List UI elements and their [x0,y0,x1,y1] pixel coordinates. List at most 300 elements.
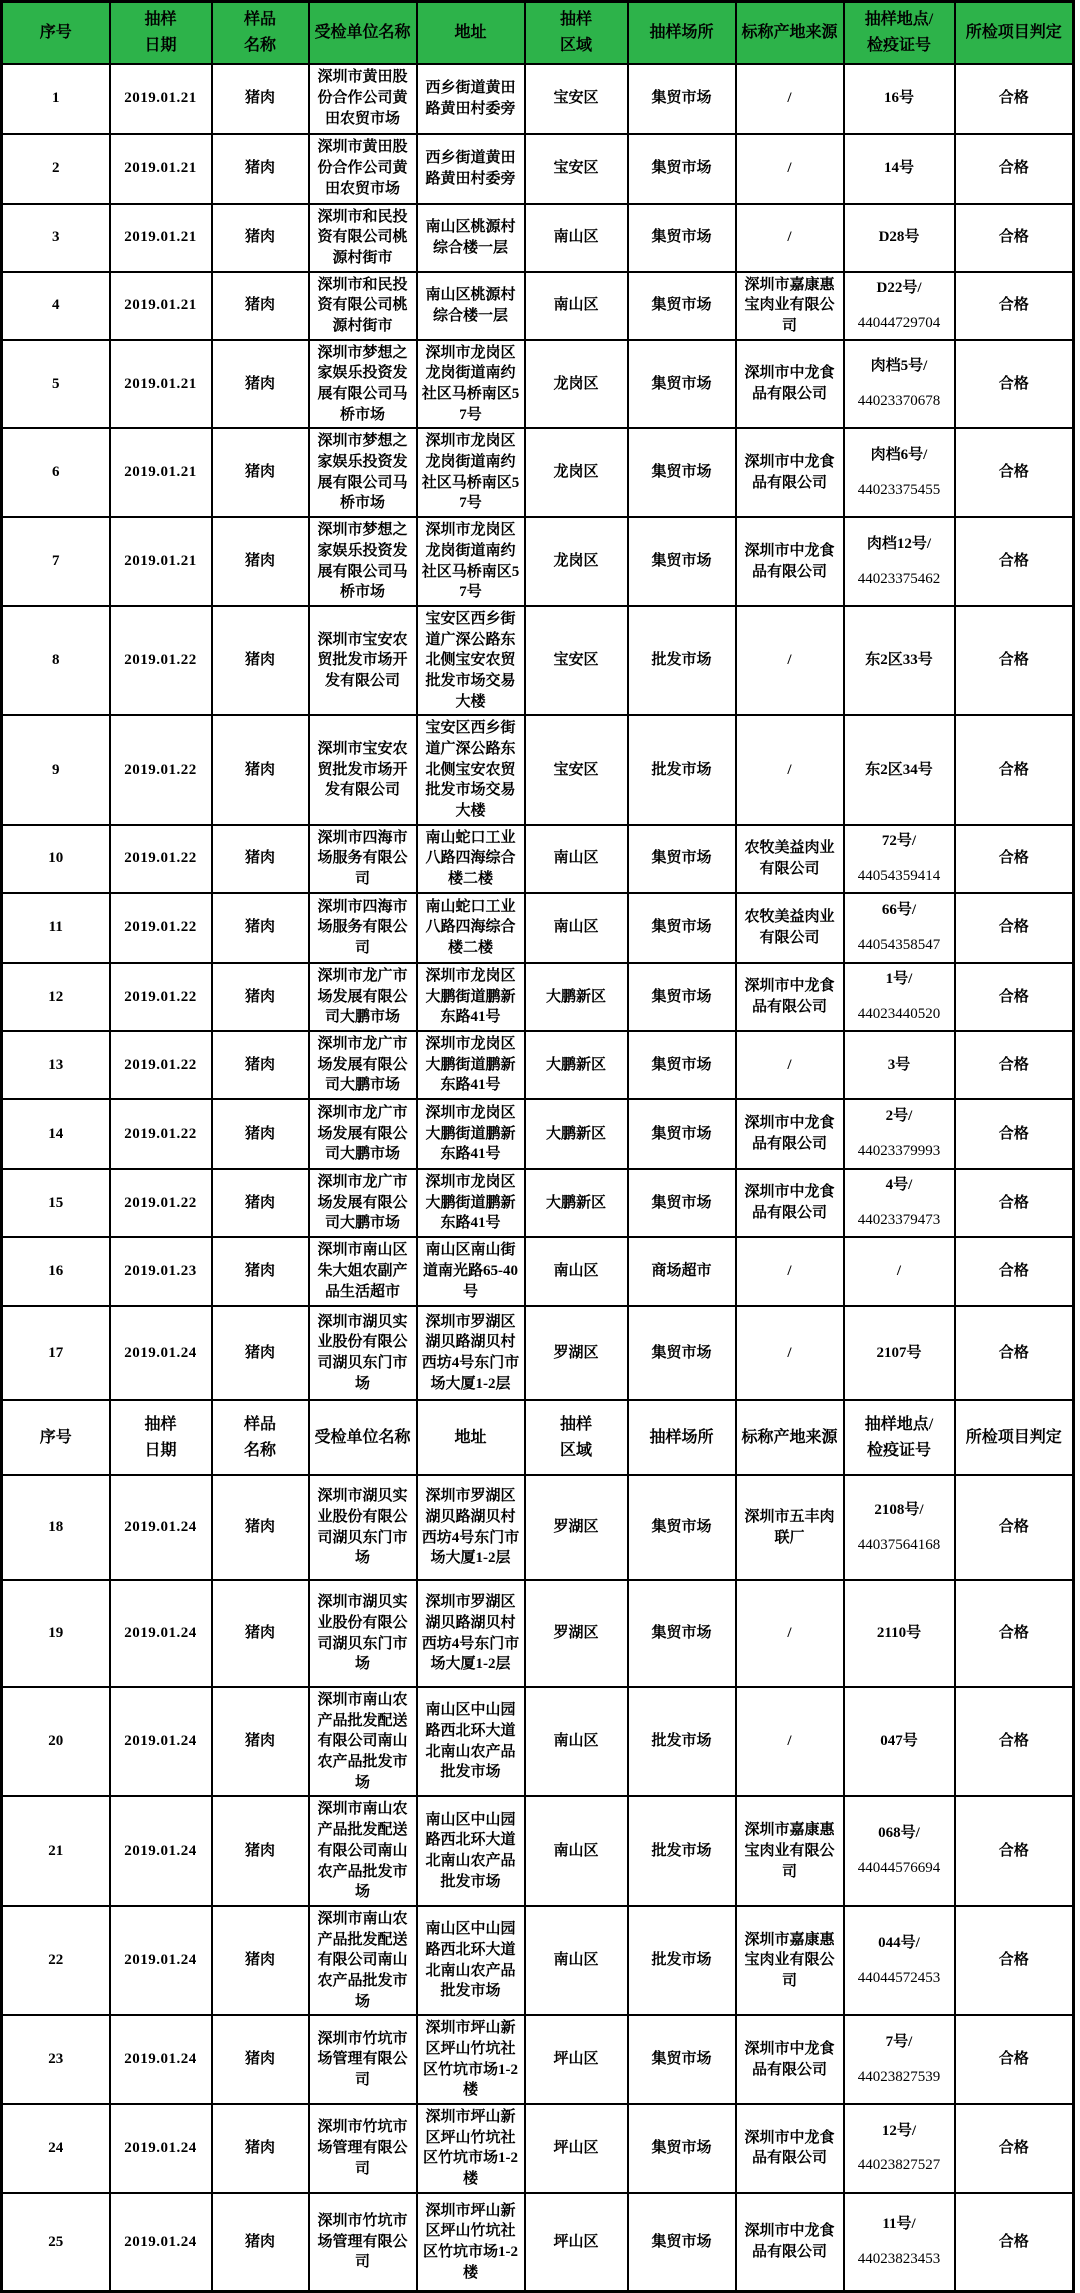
cell-location [844,1796,955,1905]
cell-address: 宝安区西乡街道广深公路东北侧宝安农贸批发市场交易大楼 [417,715,525,824]
cell-location-line: 2108号/ [874,1501,924,1518]
cell-address: 深圳市罗湖区湖贝路湖贝村西坊4号东门市场大厦1-2层 [417,1306,525,1400]
cell-location-line: 068号/ [878,1825,920,1842]
table-row [2,134,1074,204]
header-row [2,2,1074,64]
cell-sample: 猪肉 [212,204,309,272]
cell-origin: / [736,64,844,134]
header-date-line: 抽样 [144,11,177,29]
cell-region: 龙岗区 [525,517,628,606]
cell-location-line: 肉档5号/ [870,358,928,375]
cell-sample: 猪肉 [212,134,309,204]
cell-result: 合格 [955,428,1074,517]
cell-result: 合格 [955,825,1074,893]
cell-venue: 集贸市场 [628,1580,736,1687]
cell-date: 2019.01.24 [110,1475,212,1580]
cell-seq: 5 [2,340,110,429]
header-address [417,1400,525,1475]
cell-venue: 批发市场 [628,1796,736,1905]
cell-venue: 批发市场 [628,1906,736,2015]
cell-seq: 16 [2,1237,110,1306]
cell-result: 合格 [955,2193,1074,2292]
cell-seq: 17 [2,1306,110,1400]
cell-location [844,340,955,429]
cell-unit: 深圳市黄田股份合作公司黄田农贸市场 [309,134,417,204]
cell-origin: 深圳市五丰肉联厂 [736,1475,844,1580]
cell-date: 2019.01.22 [110,715,212,824]
cell-address: 深圳市坪山新区坪山竹坑社区竹坑市场1-2楼 [417,2104,525,2193]
cell-address: 宝安区西乡街道广深公路东北侧宝安农贸批发市场交易大楼 [417,606,525,715]
header-region [525,1400,628,1475]
cell-location [844,1580,955,1687]
repeated-header-row [2,1400,1074,1475]
header-region-line: 区域 [559,36,592,54]
cell-venue: 集贸市场 [628,1475,736,1580]
cell-date: 2019.01.22 [110,606,212,715]
cell-location [844,963,955,1031]
cell-location [844,1475,955,1580]
cell-seq: 6 [2,428,110,517]
cell-date: 2019.01.21 [110,134,212,204]
header-venue [628,1400,736,1475]
cell-region: 南山区 [525,825,628,893]
cell-location [844,1099,955,1169]
cell-origin: 深圳市中龙食品有限公司 [736,1099,844,1169]
cell-venue: 集贸市场 [628,825,736,893]
header-origin-line: 标称产地来源 [741,23,838,41]
cell-origin: / [736,715,844,824]
cell-location-line: 44023375455 [857,481,941,498]
cell-location-line: 11号/ [882,2216,916,2233]
table-row [2,1906,1074,2015]
cell-result: 合格 [955,1475,1074,1580]
cell-address: 南山区南山街道南光路65-40号 [417,1237,525,1306]
header-address [417,2,525,64]
cell-unit: 深圳市四海市场服务有限公司 [309,825,417,893]
cell-venue: 批发市场 [628,1687,736,1796]
cell-location [844,428,955,517]
header-location [844,1400,955,1475]
cell-sample: 猪肉 [212,272,309,340]
cell-unit: 深圳市龙广市场发展有限公司大鹏市场 [309,1031,417,1099]
cell-venue: 集贸市场 [628,340,736,429]
cell-location [844,825,955,893]
cell-location-line: 047号 [880,1733,918,1750]
cell-region: 罗湖区 [525,1580,628,1687]
cell-sample: 猪肉 [212,606,309,715]
cell-venue: 集贸市场 [628,2193,736,2292]
cell-location [844,517,955,606]
cell-seq: 19 [2,1580,110,1687]
cell-date: 2019.01.22 [110,893,212,963]
cell-address: 南山区桃源村综合楼一层 [417,204,525,272]
cell-location-line: 44054359414 [857,867,941,884]
cell-date: 2019.01.24 [110,2015,212,2104]
cell-location-line: 肉档6号/ [870,447,928,464]
cell-sample: 猪肉 [212,1580,309,1687]
table-row [2,2104,1074,2193]
cell-location-line: 44023827539 [857,2068,941,2085]
cell-result: 合格 [955,1580,1074,1687]
cell-region: 大鹏新区 [525,1169,628,1237]
header-sample-line: 名称 [243,1441,276,1459]
cell-result: 合格 [955,1099,1074,1169]
cell-region: 南山区 [525,204,628,272]
cell-location-line: 44023440520 [857,1005,941,1022]
cell-result: 合格 [955,1031,1074,1099]
cell-region: 坪山区 [525,2193,628,2292]
cell-unit: 深圳市南山农产品批发配送有限公司南山农产品批发市场 [309,1687,417,1796]
table-row [2,1306,1074,1400]
header-sample [212,2,309,64]
header-origin [736,1400,844,1475]
cell-seq: 10 [2,825,110,893]
table-row [2,1580,1074,1687]
cell-result: 合格 [955,1906,1074,2015]
cell-unit: 深圳市竹坑市场管理有限公司 [309,2193,417,2292]
header-location-line: 抽样地点/ [864,1415,934,1433]
cell-seq: 2 [2,134,110,204]
cell-origin: / [736,1031,844,1099]
cell-address: 深圳市罗湖区湖贝路湖贝村西坊4号东门市场大厦1-2层 [417,1475,525,1580]
table-row [2,1687,1074,1796]
cell-location-line: 7号/ [885,2034,913,2050]
cell-location [844,1031,955,1099]
cell-location-line: 44037564168 [857,1536,941,1553]
cell-origin: / [736,1237,844,1306]
cell-unit: 深圳市湖贝实业股份有限公司湖贝东门市场 [309,1306,417,1400]
cell-result: 合格 [955,963,1074,1031]
cell-date: 2019.01.21 [110,340,212,429]
table-row [2,963,1074,1031]
cell-location [844,1237,955,1306]
cell-venue: 集贸市场 [628,428,736,517]
cell-origin: 农牧美益肉业有限公司 [736,893,844,963]
cell-venue: 集贸市场 [628,1169,736,1237]
cell-unit: 深圳市南山农产品批发配送有限公司南山农产品批发市场 [309,1906,417,2015]
cell-address: 南山区中山园路西北环大道北南山农产品批发市场 [417,1796,525,1905]
cell-venue: 集贸市场 [628,204,736,272]
cell-origin: 深圳市中龙食品有限公司 [736,963,844,1031]
header-sample [212,1400,309,1475]
header-sample-line: 样品 [243,11,276,29]
table-row [2,204,1074,272]
cell-unit: 深圳市竹坑市场管理有限公司 [309,2015,417,2104]
cell-sample: 猪肉 [212,963,309,1031]
cell-address: 南山蛇口工业八路四海综合楼二楼 [417,825,525,893]
cell-seq: 1 [2,64,110,134]
cell-address: 深圳市罗湖区湖贝路湖贝村西坊4号东门市场大厦1-2层 [417,1580,525,1687]
cell-region: 龙岗区 [525,340,628,429]
cell-seq: 4 [2,272,110,340]
cell-result: 合格 [955,2015,1074,2104]
table-row [2,1169,1074,1237]
table-row [2,272,1074,340]
cell-date: 2019.01.22 [110,963,212,1031]
header-region-line: 抽样 [559,1415,592,1433]
table-row [2,825,1074,893]
cell-date: 2019.01.22 [110,1031,212,1099]
header-unit-line: 受检单位名称 [314,1428,411,1446]
header-seq-line: 序号 [39,1428,72,1446]
table-row [2,715,1074,824]
cell-region: 罗湖区 [525,1475,628,1580]
header-sample-line: 名称 [243,36,276,54]
header-result-line: 所检项目判定 [965,23,1062,41]
cell-seq: 24 [2,2104,110,2193]
header-region-line: 区域 [559,1441,592,1459]
header-seq [2,2,110,64]
cell-location-line: / [896,1263,902,1280]
header-address-line: 地址 [454,23,487,41]
cell-location [844,893,955,963]
cell-location-line: 2号/ [885,1108,913,1125]
cell-seq: 14 [2,1099,110,1169]
table-row [2,1475,1074,1580]
cell-result: 合格 [955,272,1074,340]
cell-sample: 猪肉 [212,1475,309,1580]
cell-unit: 深圳市龙广市场发展有限公司大鹏市场 [309,1169,417,1237]
cell-date: 2019.01.24 [110,2104,212,2193]
header-origin [736,2,844,64]
cell-address: 深圳市坪山新区坪山竹坑社区竹坑市场1-2楼 [417,2193,525,2292]
cell-date: 2019.01.21 [110,64,212,134]
cell-unit: 深圳市南山区朱大姐农副产品生活超市 [309,1237,417,1306]
header-result-line: 所检项目判定 [965,1428,1062,1446]
cell-location [844,134,955,204]
header-seq [2,1400,110,1475]
cell-venue: 集贸市场 [628,517,736,606]
cell-seq: 12 [2,963,110,1031]
cell-seq: 20 [2,1687,110,1796]
cell-unit: 深圳市龙广市场发展有限公司大鹏市场 [309,963,417,1031]
cell-origin: 深圳市中龙食品有限公司 [736,340,844,429]
header-unit-line: 受检单位名称 [314,23,411,41]
cell-unit: 深圳市和民投资有限公司桃源村街市 [309,204,417,272]
cell-region: 宝安区 [525,64,628,134]
header-region [525,2,628,64]
cell-location-line: 44023823453 [857,2251,941,2268]
table-row [2,1796,1074,1905]
cell-address: 深圳市龙岗区龙岗街道南约社区马桥南区57号 [417,340,525,429]
inspection-table-body [2,2,1074,2292]
cell-result: 合格 [955,517,1074,606]
cell-date: 2019.01.24 [110,1687,212,1796]
cell-unit: 深圳市宝安农贸批发市场开发有限公司 [309,606,417,715]
cell-seq: 18 [2,1475,110,1580]
cell-date: 2019.01.22 [110,825,212,893]
cell-address: 深圳市龙岗区大鹏街道鹏新东路41号 [417,1031,525,1099]
header-date-line: 日期 [144,36,177,54]
header-result [955,1400,1074,1475]
cell-venue: 集贸市场 [628,1306,736,1400]
header-date-line: 抽样 [144,1415,177,1433]
cell-sample: 猪肉 [212,64,309,134]
cell-origin: 深圳市嘉康惠宝肉业有限公司 [736,1906,844,2015]
cell-sample: 猪肉 [212,1031,309,1099]
cell-unit: 深圳市梦想之家娱乐投资发展有限公司马桥市场 [309,428,417,517]
cell-location-line: 44054358547 [857,936,941,953]
cell-origin: 深圳市嘉康惠宝肉业有限公司 [736,1796,844,1905]
table-row [2,1099,1074,1169]
cell-region: 龙岗区 [525,428,628,517]
cell-region: 南山区 [525,1906,628,2015]
cell-address: 深圳市龙岗区大鹏街道鹏新东路41号 [417,1099,525,1169]
cell-region: 南山区 [525,1237,628,1306]
cell-location-line: 44023379473 [857,1211,941,1228]
cell-date: 2019.01.21 [110,517,212,606]
cell-location-line: 044号/ [878,1934,920,1951]
cell-location-line: 44044576694 [857,1860,941,1877]
cell-address: 深圳市龙岗区龙岗街道南约社区马桥南区57号 [417,517,525,606]
cell-location-line: 12号/ [881,2122,917,2139]
cell-venue: 集贸市场 [628,1099,736,1169]
cell-region: 宝安区 [525,606,628,715]
cell-date: 2019.01.24 [110,1796,212,1905]
header-date [110,1400,212,1475]
cell-date: 2019.01.21 [110,204,212,272]
cell-seq: 8 [2,606,110,715]
cell-seq: 11 [2,893,110,963]
cell-origin: 深圳市中龙食品有限公司 [736,1169,844,1237]
cell-address: 深圳市龙岗区龙岗街道南约社区马桥南区57号 [417,428,525,517]
cell-location-line: 肉档12号/ [866,535,932,552]
cell-location-line: 44023375462 [857,570,941,587]
cell-result: 合格 [955,204,1074,272]
cell-location-line: 3号 [887,1056,911,1073]
table-row [2,893,1074,963]
cell-region: 罗湖区 [525,1306,628,1400]
cell-seq: 9 [2,715,110,824]
cell-date: 2019.01.24 [110,1306,212,1400]
cell-location [844,272,955,340]
cell-unit: 深圳市竹坑市场管理有限公司 [309,2104,417,2193]
cell-seq: 15 [2,1169,110,1237]
header-location-line: 检疫证号 [866,36,931,54]
cell-venue: 集贸市场 [628,134,736,204]
cell-venue: 集贸市场 [628,272,736,340]
cell-location [844,204,955,272]
cell-location-line: 东2区34号 [865,761,933,778]
cell-address: 西乡街道黄田路黄田村委旁 [417,134,525,204]
cell-venue: 集贸市场 [628,64,736,134]
cell-location-line: 14号 [883,160,914,177]
cell-date: 2019.01.24 [110,1580,212,1687]
cell-region: 坪山区 [525,2104,628,2193]
cell-region: 宝安区 [525,134,628,204]
cell-origin: / [736,134,844,204]
cell-location-line: 东2区33号 [865,652,933,669]
header-seq-line: 序号 [39,23,72,41]
cell-origin: / [736,1580,844,1687]
cell-origin: 深圳市中龙食品有限公司 [736,2193,844,2292]
cell-address: 南山区中山园路西北环大道北南山农产品批发市场 [417,1906,525,2015]
cell-date: 2019.01.24 [110,2193,212,2292]
cell-seq: 3 [2,204,110,272]
header-unit [309,1400,417,1475]
header-result [955,2,1074,64]
cell-date: 2019.01.21 [110,272,212,340]
header-unit [309,2,417,64]
header-venue [628,2,736,64]
cell-address: 西乡街道黄田路黄田村委旁 [417,64,525,134]
cell-sample: 猪肉 [212,428,309,517]
cell-location-line: 4号/ [885,1177,913,1194]
cell-location [844,1169,955,1237]
header-address-line: 地址 [454,1428,487,1446]
cell-sample: 猪肉 [212,825,309,893]
cell-result: 合格 [955,715,1074,824]
cell-origin: / [736,204,844,272]
cell-date: 2019.01.21 [110,428,212,517]
cell-location-line: D22号/ [876,279,922,296]
cell-sample: 猪肉 [212,1687,309,1796]
cell-venue: 集贸市场 [628,2104,736,2193]
cell-location-line: 16号 [883,90,914,107]
cell-region: 大鹏新区 [525,1099,628,1169]
cell-seq: 22 [2,1906,110,2015]
table-row [2,428,1074,517]
cell-region: 南山区 [525,893,628,963]
cell-location-line: 44023379993 [857,1142,941,1159]
cell-date: 2019.01.22 [110,1099,212,1169]
cell-seq: 13 [2,1031,110,1099]
table-row [2,1031,1074,1099]
cell-origin: 深圳市中龙食品有限公司 [736,2015,844,2104]
cell-result: 合格 [955,606,1074,715]
cell-unit: 深圳市和民投资有限公司桃源村街市 [309,272,417,340]
cell-location [844,1306,955,1400]
cell-region: 大鹏新区 [525,963,628,1031]
cell-sample: 猪肉 [212,1306,309,1400]
cell-unit: 深圳市宝安农贸批发市场开发有限公司 [309,715,417,824]
cell-address: 深圳市龙岗区大鹏街道鹏新东路41号 [417,963,525,1031]
cell-result: 合格 [955,1687,1074,1796]
cell-region: 坪山区 [525,2015,628,2104]
cell-origin: 深圳市中龙食品有限公司 [736,517,844,606]
cell-unit: 深圳市梦想之家娱乐投资发展有限公司马桥市场 [309,517,417,606]
cell-seq: 7 [2,517,110,606]
table-row [2,340,1074,429]
header-location [844,2,955,64]
table-row [2,606,1074,715]
cell-unit: 深圳市南山农产品批发配送有限公司南山农产品批发市场 [309,1796,417,1905]
cell-sample: 猪肉 [212,1237,309,1306]
cell-unit: 深圳市黄田股份合作公司黄田农贸市场 [309,64,417,134]
cell-origin: 深圳市中龙食品有限公司 [736,2104,844,2193]
cell-address: 南山区桃源村综合楼一层 [417,272,525,340]
cell-location [844,715,955,824]
cell-location-line: 44044572453 [857,1969,941,1986]
table-row [2,1237,1074,1306]
cell-date: 2019.01.24 [110,1906,212,2015]
cell-location [844,2193,955,2292]
cell-location [844,2104,955,2193]
cell-address: 南山蛇口工业八路四海综合楼二楼 [417,893,525,963]
cell-address: 深圳市龙岗区大鹏街道鹏新东路41号 [417,1169,525,1237]
cell-result: 合格 [955,340,1074,429]
cell-venue: 集贸市场 [628,1031,736,1099]
cell-sample: 猪肉 [212,2104,309,2193]
cell-sample: 猪肉 [212,2193,309,2292]
cell-seq: 25 [2,2193,110,2292]
cell-sample: 猪肉 [212,2015,309,2104]
cell-location [844,64,955,134]
cell-sample: 猪肉 [212,715,309,824]
cell-sample: 猪肉 [212,340,309,429]
cell-result: 合格 [955,1169,1074,1237]
header-date [110,2,212,64]
